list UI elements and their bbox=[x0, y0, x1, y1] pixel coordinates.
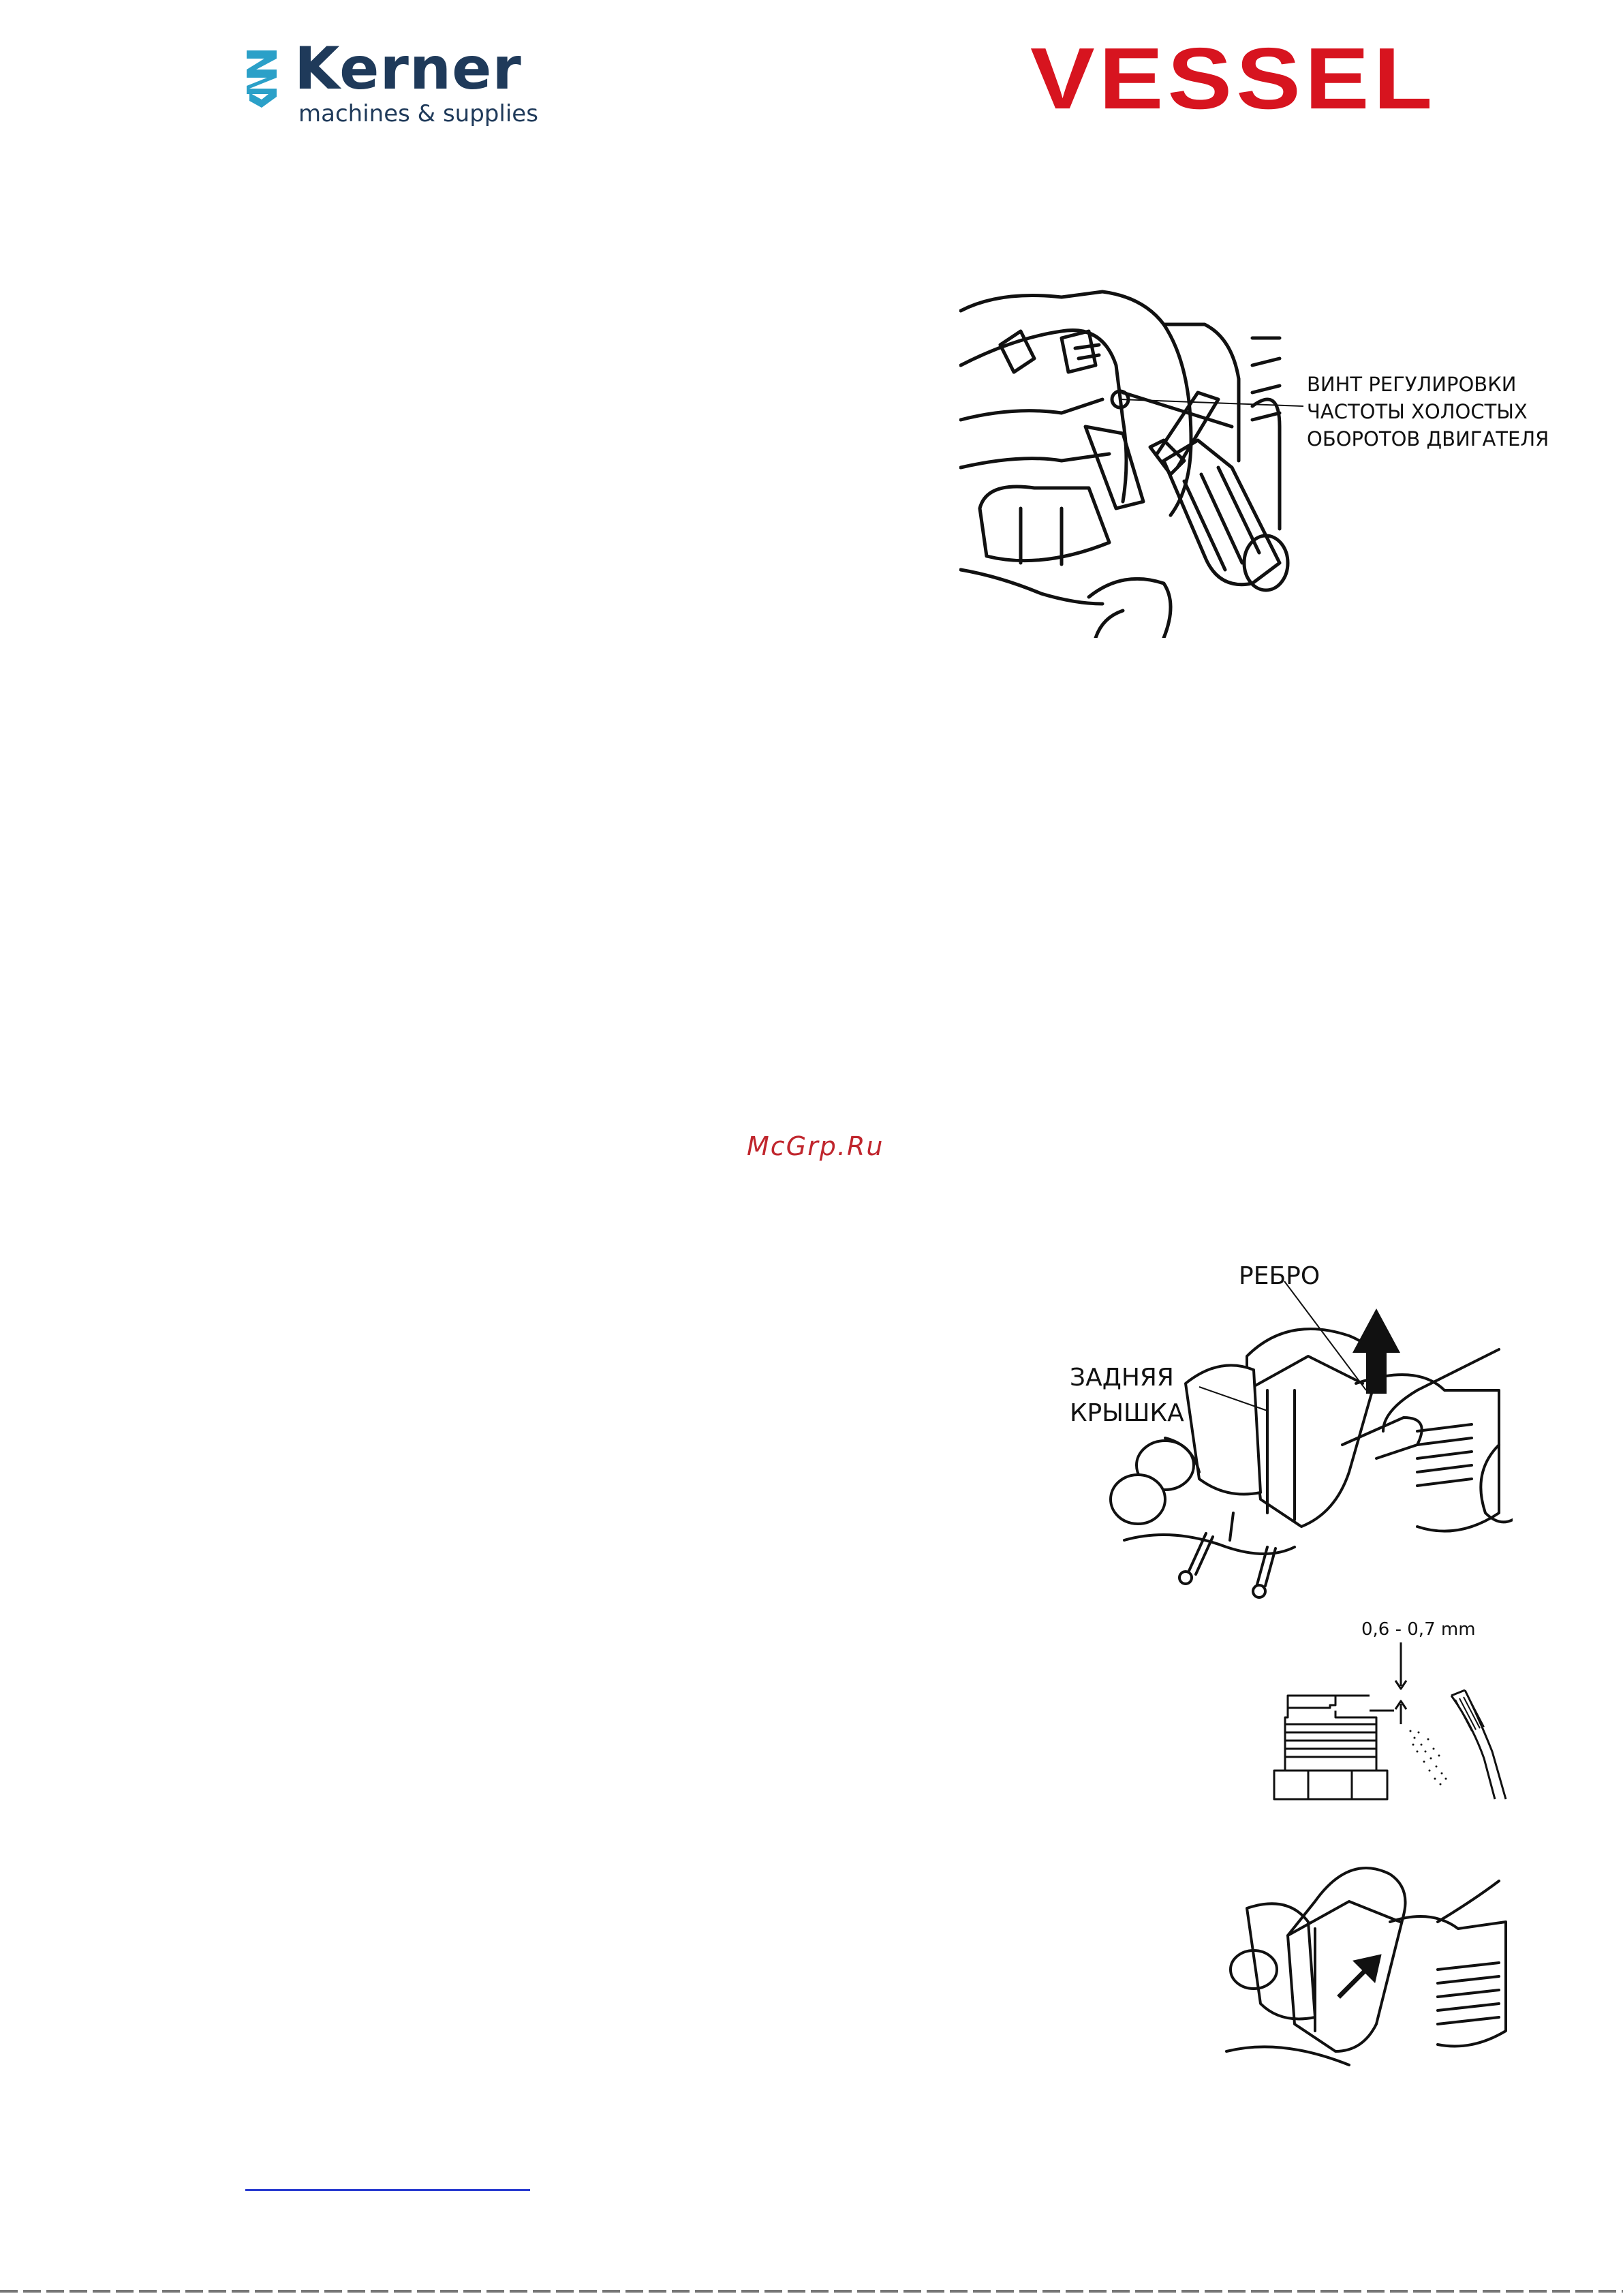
rear-cover-label-line: КРЫШКА bbox=[1070, 1399, 1184, 1427]
engine-carburetor-illustration bbox=[959, 284, 1532, 638]
watermark: McGrp.Ru bbox=[747, 1131, 884, 1161]
rear-cover-illustration bbox=[1063, 1254, 1513, 1608]
kerner-logo bbox=[244, 35, 538, 135]
kerner-logo-icon bbox=[244, 46, 282, 112]
footer-link[interactable] bbox=[245, 2171, 530, 2191]
spark-plug-figure bbox=[1267, 1615, 1513, 1809]
footer-divider bbox=[0, 2290, 1623, 2293]
idle-screw-label-line: ЧАСТОТЫ ХОЛОСТЫХ bbox=[1307, 400, 1528, 423]
kerner-wordmark: Kerner bbox=[294, 35, 522, 103]
idle-screw-label-line: ОБОРОТОВ ДВИГАТЕЛЯ bbox=[1307, 427, 1549, 450]
cover-install-figure bbox=[1213, 1847, 1513, 2072]
idle-screw-label-line: ВИНТ РЕГУЛИРОВКИ bbox=[1307, 373, 1517, 396]
rear-cover-figure bbox=[1063, 1254, 1513, 1608]
spark-plug-illustration bbox=[1267, 1615, 1513, 1809]
idle-screw-figure bbox=[959, 284, 1532, 638]
rear-cover-label bbox=[1070, 1360, 1184, 1431]
cover-install-illustration bbox=[1213, 1847, 1513, 2072]
vessel-logo: VESSEL bbox=[1030, 29, 1437, 128]
idle-screw-label bbox=[1307, 371, 1549, 453]
kerner-tagline: machines & supplies bbox=[298, 100, 538, 127]
spark-plug-gap-label: 0,6 - 0,7 mm bbox=[1361, 1619, 1476, 1640]
rib-label: РЕБРО bbox=[1239, 1262, 1320, 1290]
rear-cover-label-line: ЗАДНЯЯ bbox=[1070, 1364, 1174, 1392]
